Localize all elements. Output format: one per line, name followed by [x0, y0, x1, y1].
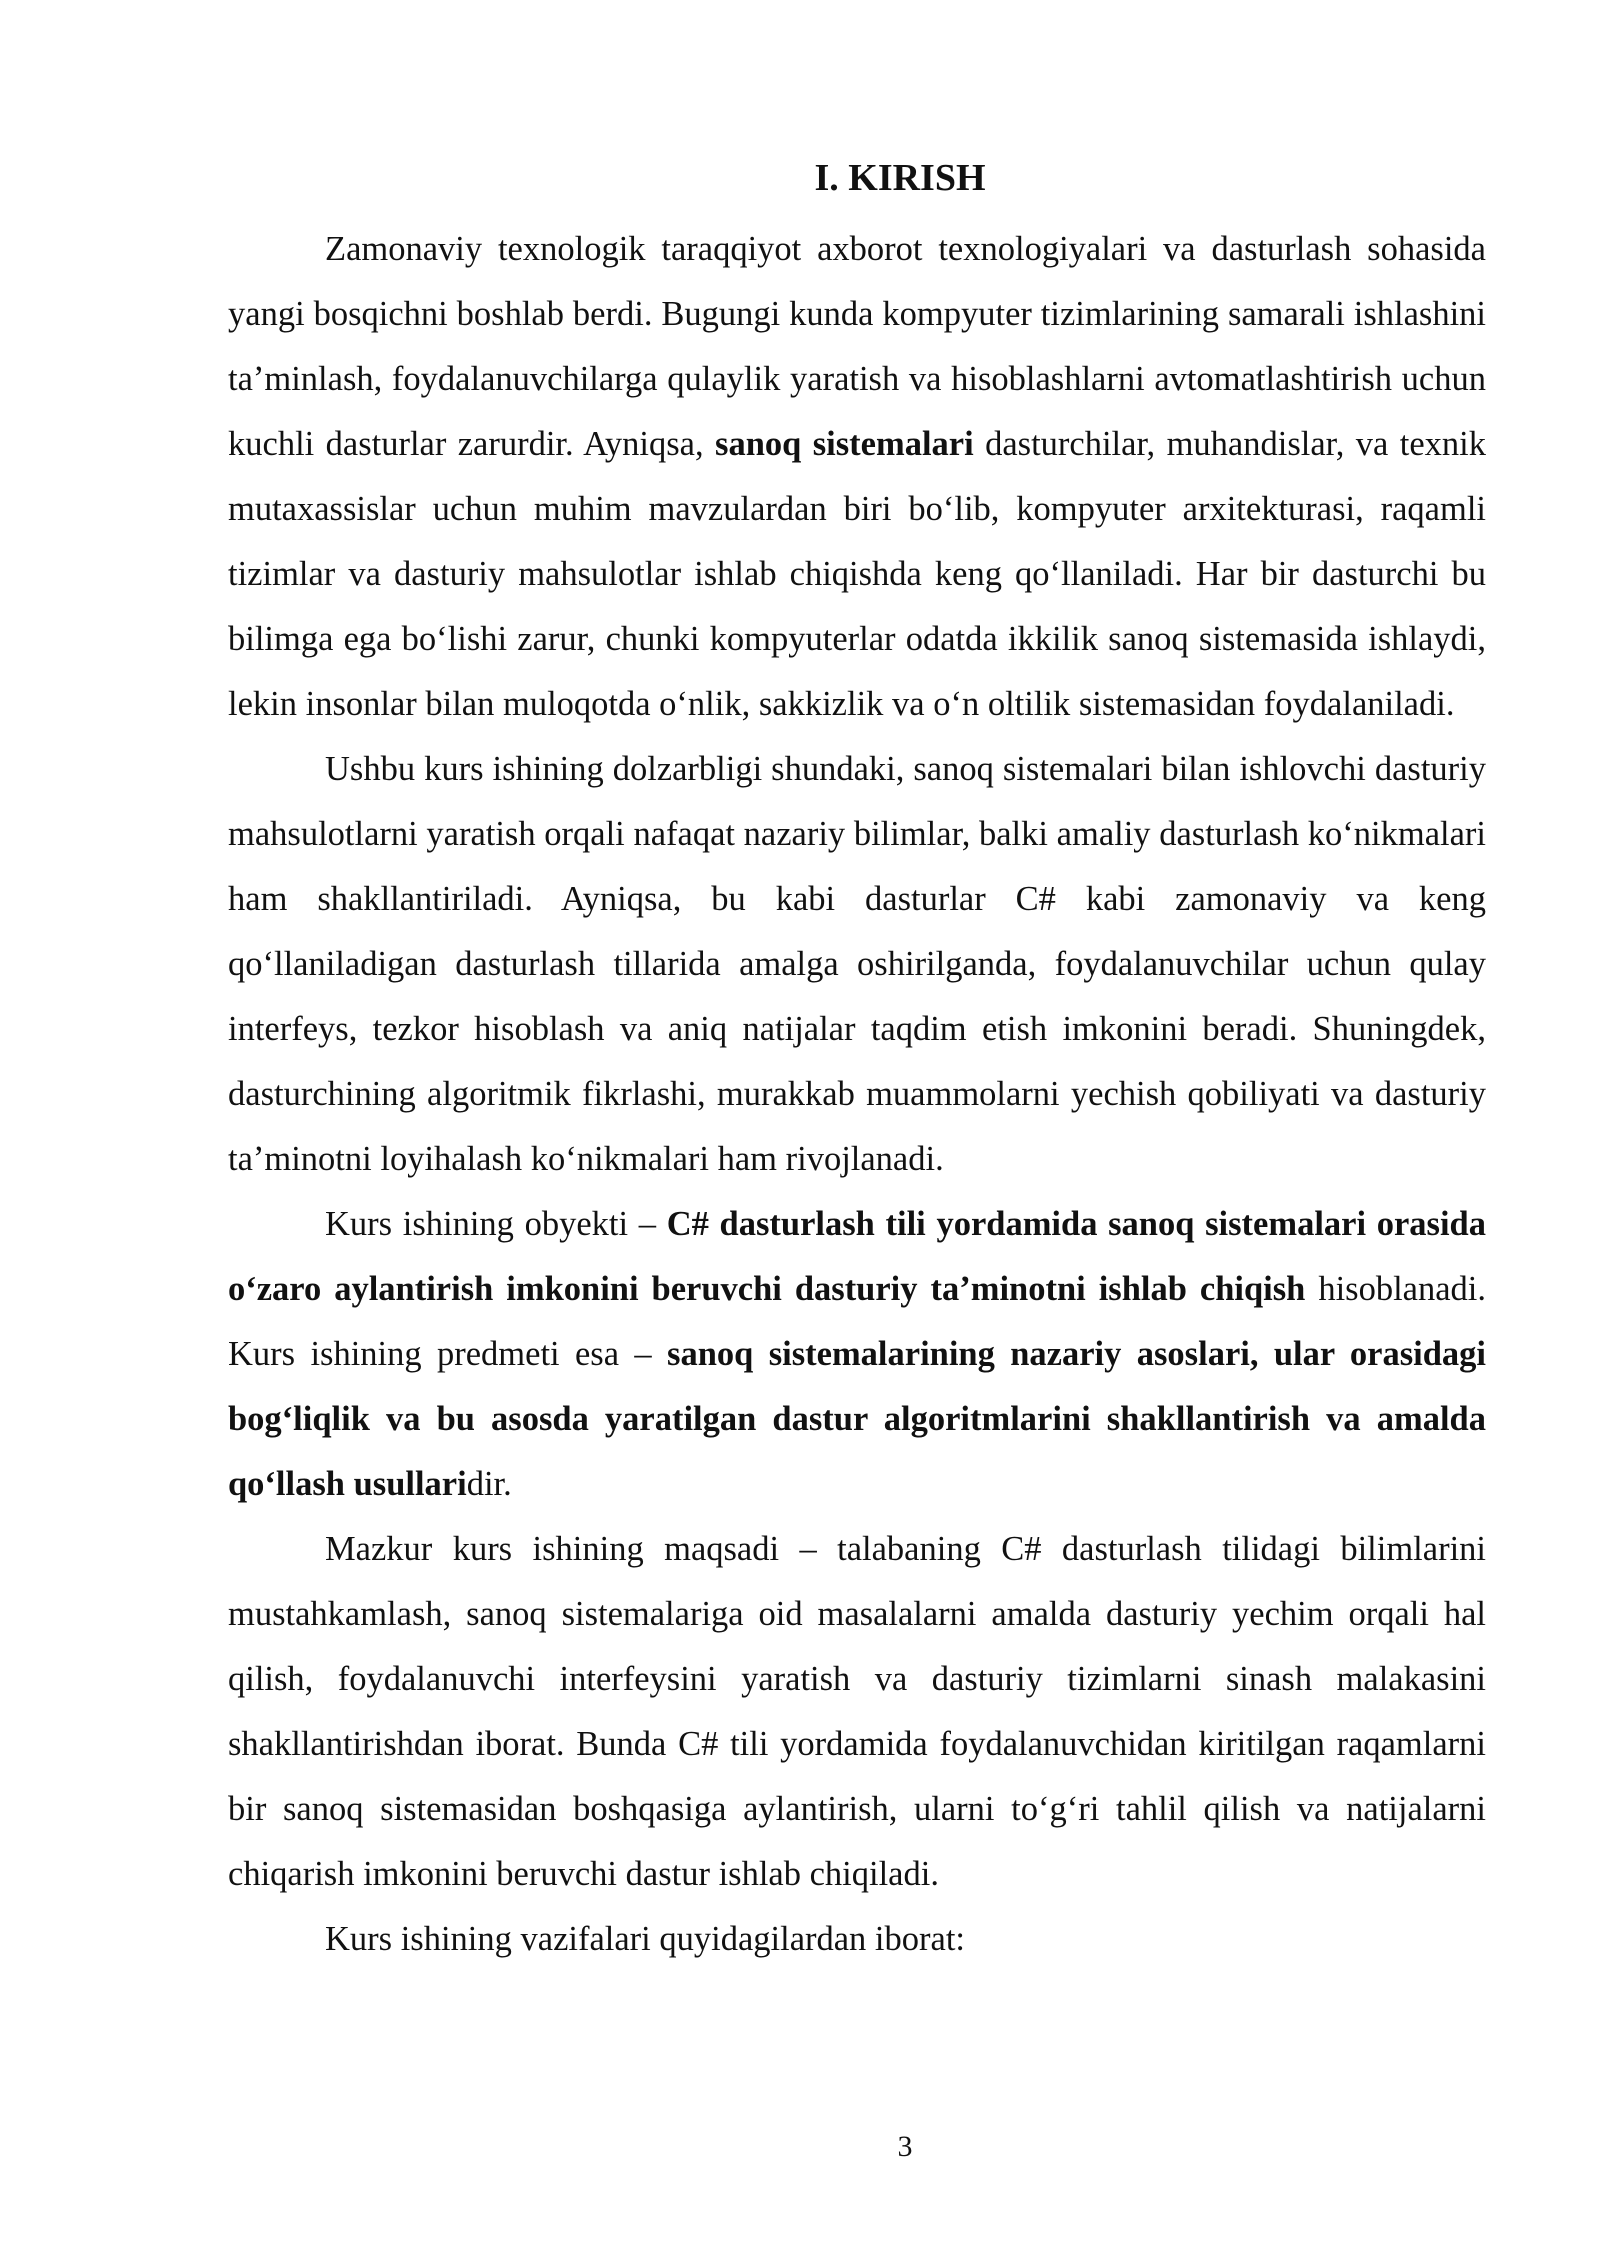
paragraph-text: dasturchilar, muhandislar, va texnik mutaxassislar uchun muhim mavzulardan biri bo‘lib, kompyuter arxitekturasi, raqamli tizimlar va dasturiy mahsulotlar ishlab chiqishda keng qo‘llaniladi. Har bir dasturchi bu bilimga ega bo‘lishi zarur, chunki kompyuterlar odatda ikkilik sanoq sistemasida ishlaydi, lekin insonlar bilan muloqotda o‘nlik, sakkizlik va o‘n oltilik sistemasidan foydalaniladi. [228, 425, 1486, 723]
bold-subject: sanoq sistemalarining nazariy asoslari, ular orasidagi bog‘liqlik va bu asosda yaratilgan dastur algoritmlarini shakllantirish va amalda qo‘llash usullari [228, 1335, 1487, 1503]
paragraph-text: Kurs ishining obyekti – [325, 1205, 667, 1243]
paragraph-object-subject [228, 1192, 1486, 1517]
paragraph-goal: Mazkur kurs ishining maqsadi – talabaning C# dasturlash tilidagi bilimlarini mustahkamlash, sanoq sistemalariga oid masalalarni amalda dasturiy yechim orqali hal qilish, foydalanuvchi interfeysini yaratish va dasturiy tizimlarni sinash malakasini shakllantirishdan iborat. Bunda C# tili yordamida foydalanuvchidan kiritilgan raqamlarni bir sanoq sistemasidan boshqasiga aylantirish, ularni to‘g‘ri tahlil qilish va natijalarni chiqarish imkonini beruvchi dastur ishlab chiqiladi. [228, 1530, 1486, 1893]
paragraph-text: dir. [466, 1465, 512, 1503]
page-title: I. KIRISH [814, 157, 986, 199]
page-number: 3 [897, 2130, 913, 2163]
paragraph-intro [228, 217, 1486, 737]
document-body [228, 217, 1486, 1972]
paragraph-text: hisoblanadi. Kurs ishining predmeti esa – [228, 1270, 1487, 1373]
paragraph-tasks-intro: Kurs ishining vazifalari quyidagilardan iborat: [325, 1920, 965, 1958]
paragraph-relevance: Ushbu kurs ishining dolzarbligi shundaki, sanoq sistemalari bilan ishlovchi dasturiy mahsulotlarni yaratish orqali nafaqat nazariy bilimlar, balki amaliy dasturlash ko‘nikmalari ham shakllantiriladi. Ayniqsa, bu kabi dasturlar C# kabi zamonaviy va keng qo‘llaniladigan dasturlash tillarida amalga oshirilganda, foydalanuvchilar uchun qulay interfeys, tezkor hisoblash va aniq natijalar taqdim etish imkonini beradi. Shuningdek, dasturchining algoritmik fikrlashi, murakkab muammolarni yechish qobiliyati va dasturiy taʼminotni loyihalash ko‘nikmalari ham rivojlanadi. [228, 750, 1486, 1178]
bold-term: sanoq sistemalari [715, 425, 974, 463]
bold-object: C# dasturlash tili yordamida sanoq sistemalari orasida o‘zaro aylantirish imkonini beruvchi dasturiy taʼminotni ishlab chiqish [228, 1205, 1486, 1308]
paragraph-text: Zamonaviy texnologik taraqqiyot axborot texnologiyalari va dasturlash sohasida yangi bosqichni boshlab berdi. Bugungi kunda kompyuter tizimlarining samarali ishlashini taʼminlash, foydalanuvchilarga qulaylik yaratish va hisoblashlarni avtomatlashtirish uchun kuchli dasturlar zarurdir. Ayniqsa, [228, 230, 1486, 463]
